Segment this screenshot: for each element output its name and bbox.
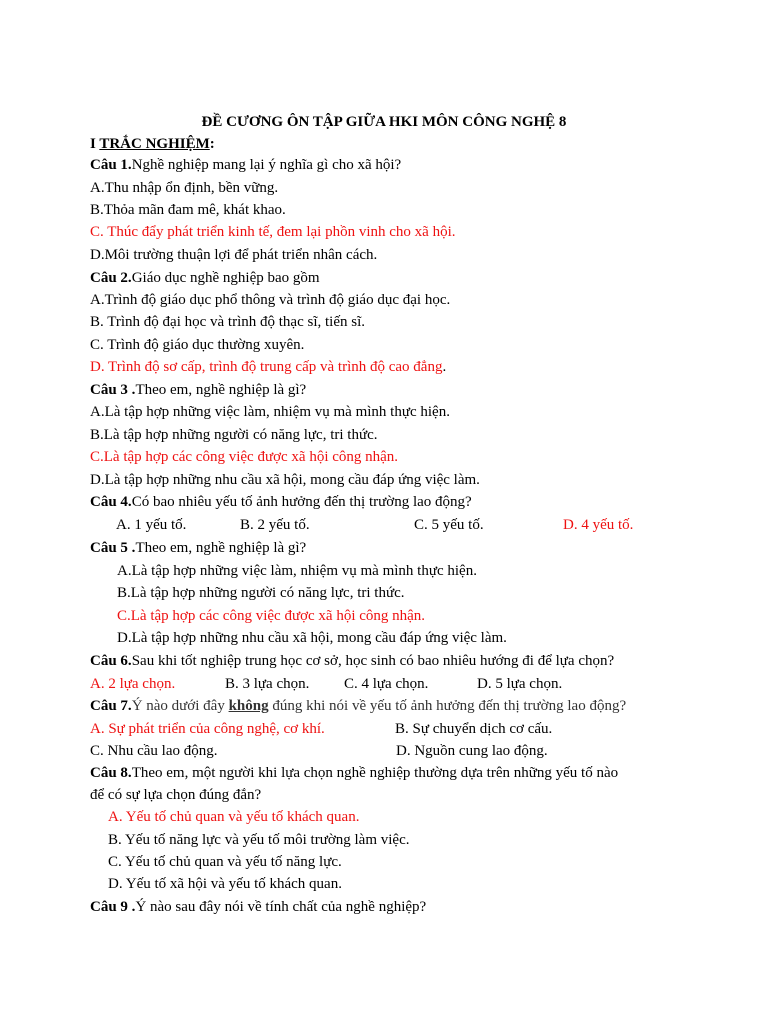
q4-option-c: C. 5 yếu tố. [414, 517, 484, 533]
q6-option-d: D. 5 lựa chọn. [477, 676, 563, 692]
q4-option-d-answer: D. 4 yếu tố. [563, 517, 634, 533]
section-prefix: I [90, 136, 100, 152]
section-heading [90, 136, 215, 153]
question-6 [90, 650, 614, 672]
q2-option-a: A.Trình độ giáo dục phổ thông và trình độ giáo dục đại học. [90, 292, 451, 308]
q7-option-c: C. Nhu cầu lao động. [90, 743, 218, 759]
q6-option-c: C. 4 lựa chọn. [344, 676, 429, 692]
section-title: TRẮC NGHIỆM [99, 136, 210, 152]
q5-option-a: A.Là tập hợp những việc làm, nhiệm vụ mà mình thực hiện. [117, 563, 477, 579]
q6-option-b: B. 3 lựa chọn. [225, 676, 310, 692]
q3-option-d: D.Là tập hợp những nhu cầu xã hội, mong cầu đáp ứng việc làm. [90, 472, 480, 488]
q5-option-b: B.Là tập hợp những người có năng lực, tri thức. [117, 585, 405, 601]
question-text: Theo em, nghề nghiệp là gì? [135, 382, 307, 398]
question-label: Câu 2. [90, 270, 132, 286]
q8-option-a-answer: A. Yếu tố chủ quan và yếu tố khách quan. [108, 809, 360, 825]
question-3 [90, 379, 306, 401]
answer-text: D. Trình độ sơ cấp, trình độ trung cấp và trình độ cao đẳng [90, 359, 443, 375]
q5-option-d: D.Là tập hợp những nhu cầu xã hội, mong cầu đáp ứng việc làm. [117, 630, 507, 646]
question-9 [90, 896, 426, 918]
q2-option-d-answer [90, 356, 446, 378]
question-text: Ý nào dưới đây [131, 698, 229, 714]
question-text: Theo em, một người khi lựa chọn nghề nghiệp thường dựa trên những yếu tố nào [131, 765, 619, 781]
q5-option-c-answer: C.Là tập hợp các công việc được xã hội công nhận. [117, 608, 426, 624]
question-text-rest: đúng khi nói về yếu tố ảnh hưởng đến thị trường lao động? [268, 698, 627, 714]
question-keyword: không [228, 698, 269, 714]
question-label: Câu 7. [90, 698, 132, 714]
question-label: Câu 3 . [90, 382, 136, 398]
question-text: Giáo dục nghề nghiệp bao gồm [131, 270, 320, 286]
question-5 [90, 537, 306, 559]
q1-option-c-answer: C. Thúc đẩy phát triển kinh tế, đem lại phồn vinh cho xã hội. [90, 224, 456, 240]
q3-option-a: A.Là tập hợp những việc làm, nhiệm vụ mà mình thực hiện. [90, 404, 450, 420]
q8-option-d: D. Yếu tố xã hội và yếu tố khách quan. [108, 876, 342, 892]
question-7 [90, 695, 626, 717]
q8-option-c: C. Yếu tố chủ quan và yếu tố năng lực. [108, 854, 342, 870]
q4-option-a: A. 1 yếu tố. [116, 517, 187, 533]
question-label: Câu 9 . [90, 899, 136, 915]
answer-tail: . [442, 359, 447, 375]
question-label: Câu 4. [90, 494, 132, 510]
q1-option-a: A.Thu nhập ổn định, bền vững. [90, 180, 279, 196]
question-1 [90, 154, 401, 176]
question-4 [90, 491, 472, 513]
question-text: Nghề nghiệp mang lại ý nghĩa gì cho xã hội? [131, 157, 402, 173]
q1-option-d: D.Môi trường thuận lợi để phát triển nhân cách. [90, 247, 378, 263]
q6-option-a-answer: A. 2 lựa chọn. [90, 676, 176, 692]
question-label: Câu 8. [90, 765, 132, 781]
question-8-continued: để có sự lựa chọn đúng đắn? [90, 787, 262, 803]
question-text: Ý nào sau đây nói về tính chất của nghề nghiệp? [135, 899, 427, 915]
question-label: Câu 5 . [90, 540, 136, 556]
q1-option-b: B.Thỏa mãn đam mê, khát khao. [90, 202, 286, 218]
question-text: Theo em, nghề nghiệp là gì? [135, 540, 307, 556]
q2-option-b: B. Trình độ đại học và trình độ thạc sĩ, tiến sĩ. [90, 314, 365, 330]
question-text: Sau khi tốt nghiệp trung học cơ sở, học sinh có bao nhiêu hướng đi để lựa chọn? [131, 653, 615, 669]
question-label: Câu 1. [90, 157, 132, 173]
question-label: Câu 6. [90, 653, 132, 669]
document-title: ĐỀ CƯƠNG ÔN TẬP GIỮA HKI MÔN CÔNG NGHỆ 8 [201, 114, 567, 130]
q8-option-b: B. Yếu tố năng lực và yếu tố môi trường làm việc. [108, 832, 410, 848]
q3-option-c-answer: C.Là tập hợp các công việc được xã hội công nhận. [90, 449, 399, 465]
section-suffix: : [209, 136, 215, 152]
q4-option-b: B. 2 yếu tố. [240, 517, 310, 533]
q7-option-b: B. Sự chuyển dịch cơ cấu. [395, 721, 553, 737]
question-text: Có bao nhiêu yếu tố ảnh hưởng đến thị trường lao động? [131, 494, 472, 510]
q7-option-d: D. Nguồn cung lao động. [396, 743, 548, 759]
q2-option-c: C. Trình độ giáo dục thường xuyên. [90, 337, 305, 353]
q3-option-b: B.Là tập hợp những người có năng lực, tri thức. [90, 427, 378, 443]
q7-option-a-answer: A. Sự phát triển của công nghệ, cơ khí. [90, 721, 325, 737]
question-2 [90, 267, 320, 289]
question-8 [90, 762, 618, 784]
